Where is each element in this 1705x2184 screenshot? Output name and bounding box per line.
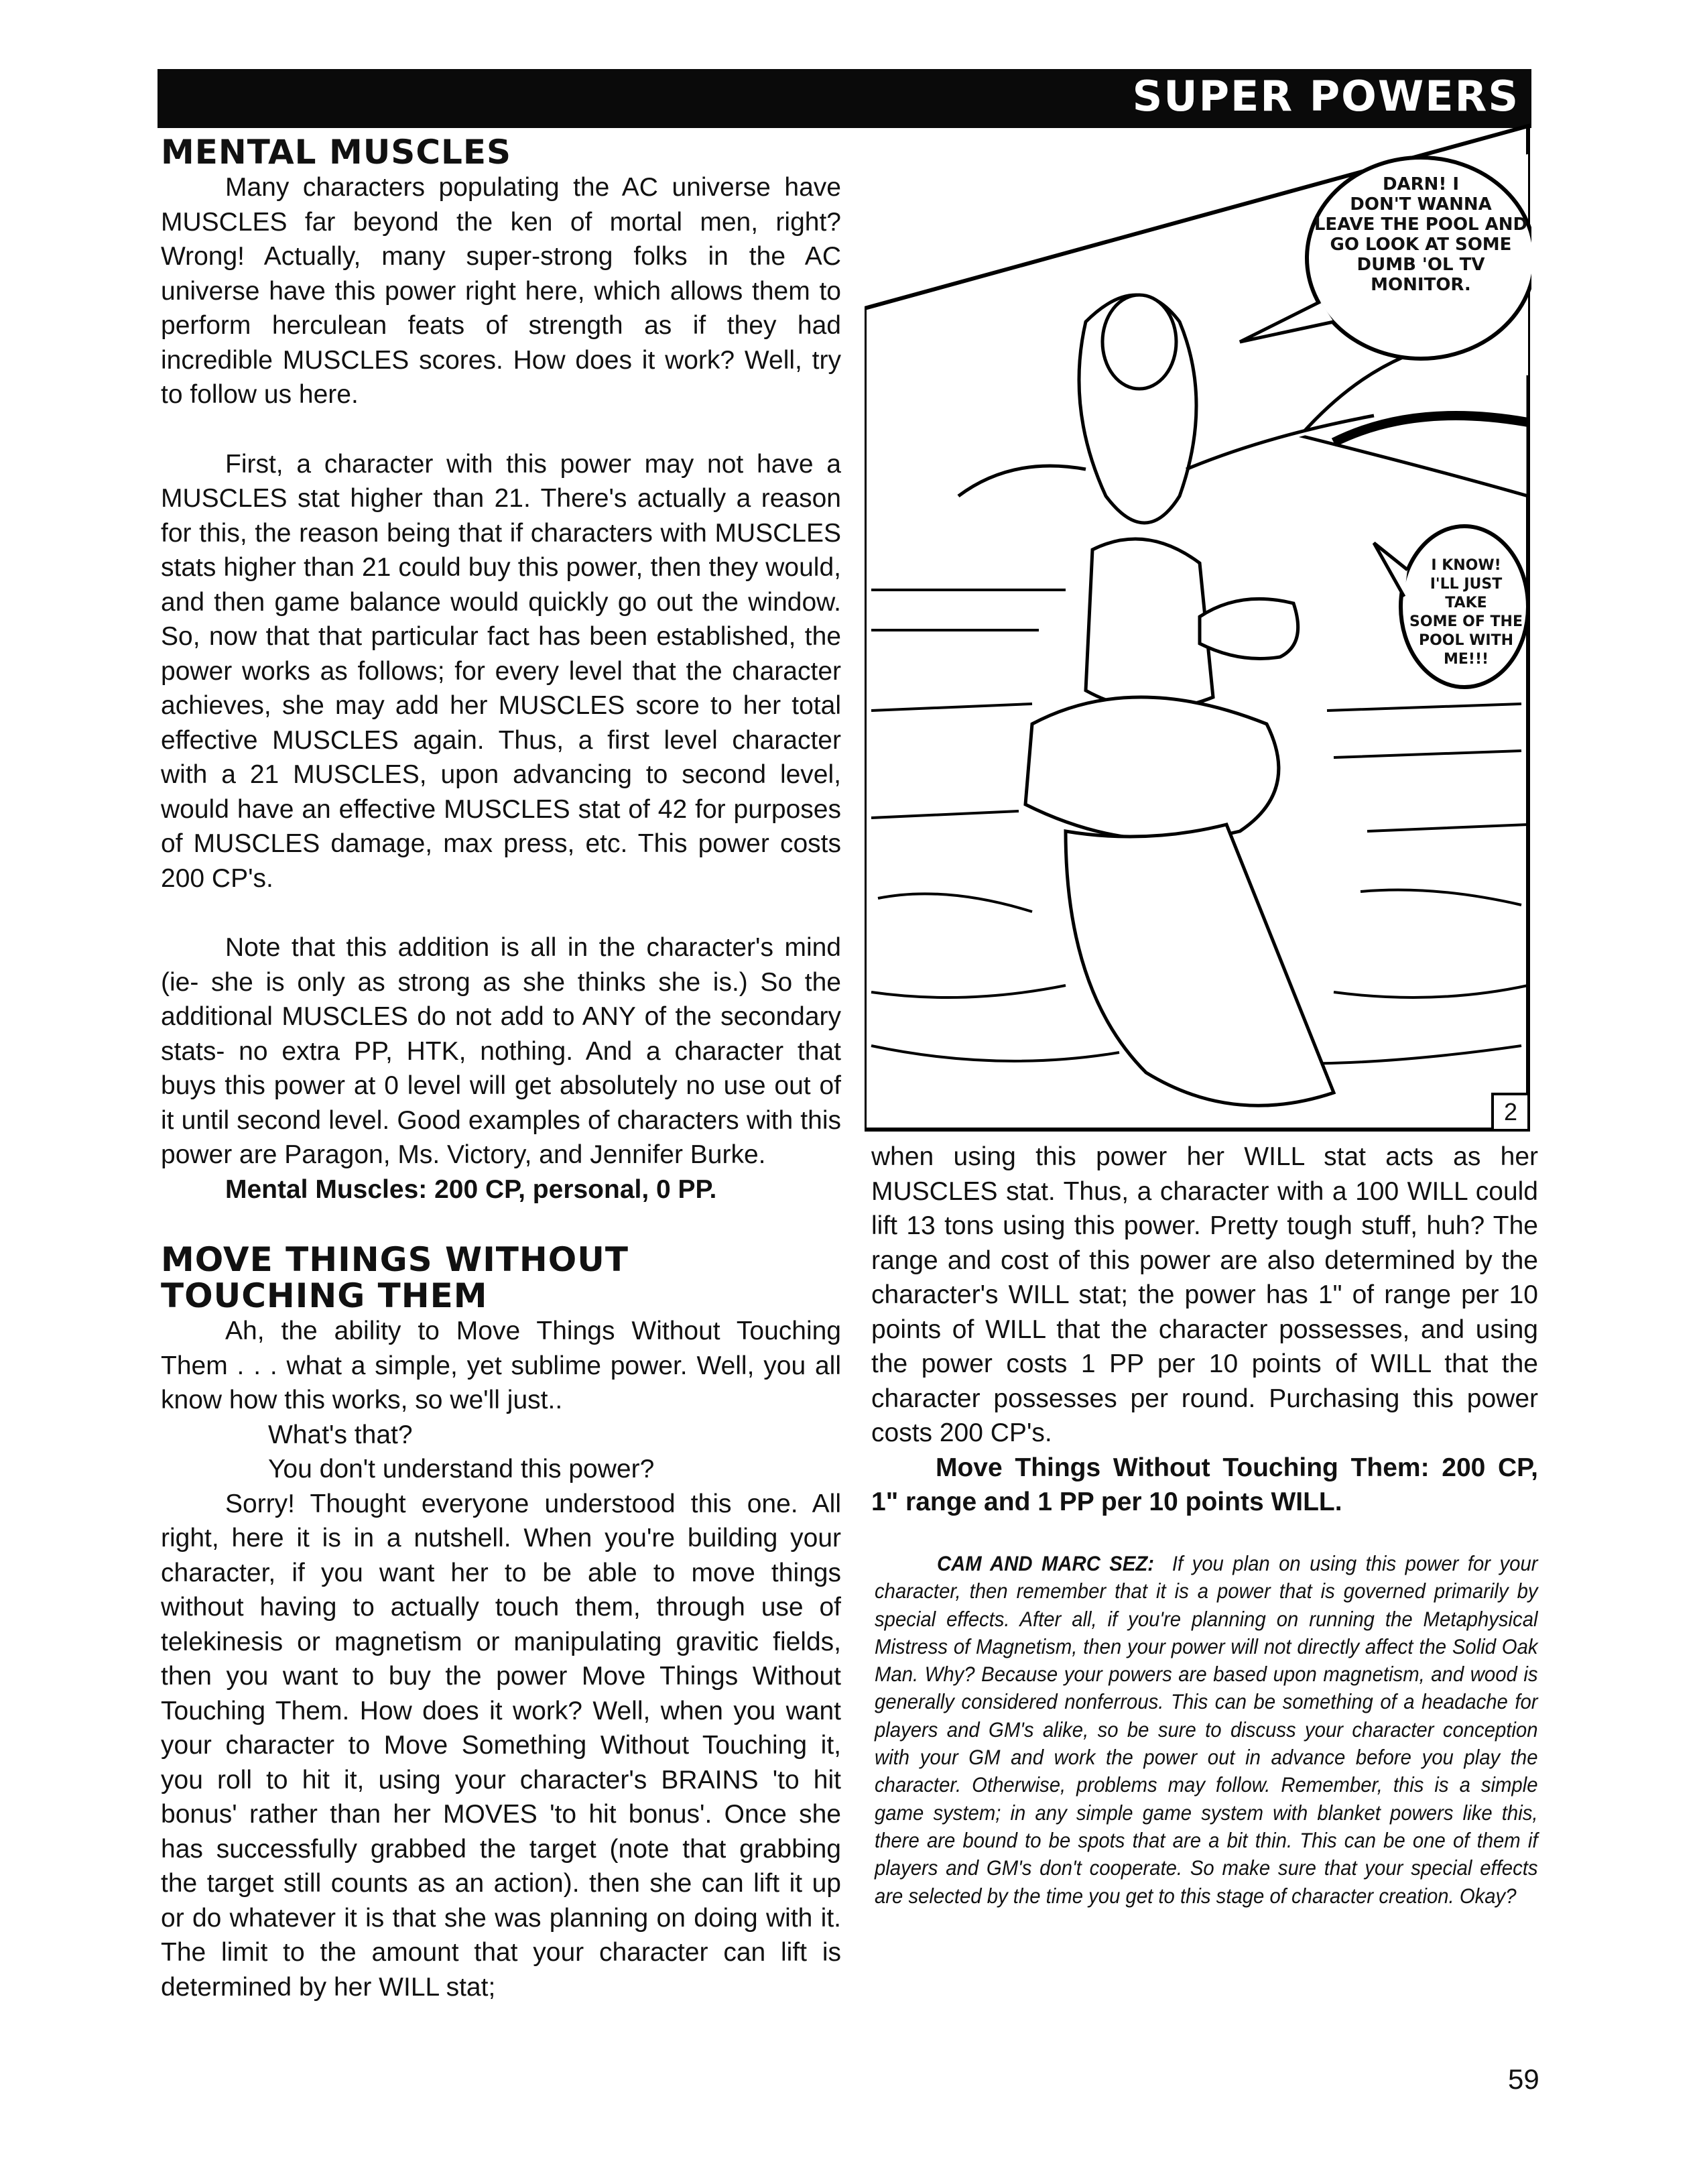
bubble-line: GO LOOK AT SOME (1330, 235, 1512, 255)
paragraph: Many characters populating the AC universe have MUSCLES far beyond the ken of mortal men, right? Wrong! Actually, many super-strong folks in the AC universe have this power right here, which allows them to perform herculean feats of strength as if they had incredible MUSCLES scores. How does it work? Well, try to follow us here. (161, 173, 841, 409)
bubble-line: DUMB 'OL TV (1356, 255, 1485, 275)
speech-bubble-2 (1407, 556, 1525, 669)
paragraph: What's that? (268, 1420, 413, 1449)
heading-move-things: MOVE THINGS WITHOUT TOUCHING THEM (161, 1240, 629, 1315)
section-title: SUPER POWERS (1132, 72, 1519, 121)
paragraph: Note that this addition is all in the character's mind (ie- she is only as strong as she thinks she is.) So the additional MUSCLES do not add to ANY of the secondary stats- no extra PP, HTK, nothing. And a character that buys this power at 0 level will get absolutely no use out of it until second level. Good examples of characters with this power are Paragon, Ms. Victory, and Jennifer Burke. (161, 933, 841, 1169)
paragraph: when using this power her WILL stat acts as her MUSCLES stat. Thus, a character with a 100 WILL could lift 13 tons using this power. Pretty tough stuff, huh? The range and cost of this power are also determined by the character's WILL stat; the power has 1" of range per 10 points of WILL that the character possesses, and using the power costs 1 PP per 10 points of WILL that the character possesses per round. Purchasing this power costs 200 CP's. (871, 1142, 1538, 1447)
note-text: If you plan on using this power for your character, then remember that it is a power that is governed primarily by special effects. After all, if you're planning on running the Metaphysical Mistress of Magnetism, then your power will not directly affect the Solid Oak Man. Why? Because your powers are based upon magnetism, and wood is generally considered nonferrous. This can be something of a headache for players and GM's alike, so be sure to discuss your character conception with your GM and work the power out in advance before you play the character. Otherwise, problems may follow. Remember, this is a simple game system; in any simple game system with blanket powers like this, there are bound to be spots that are a bit thin. This can be one of them if players and GM's don't cooperate. So make sure that your special effects are selected by the time you get to this stage of character creation. Okay? (875, 1551, 1538, 1908)
stat-line-mental-muscles: Mental Muscles: 200 CP, personal, 0 PP. (225, 1174, 717, 1204)
paragraph: Ah, the ability to Move Things Without Touching Them . . . what a simple, yet sublime power. Well, you all know how this works, so we'll just.. (161, 1317, 841, 1414)
cam-and-marc-note (875, 1550, 1538, 1910)
panel-number: 2 (1491, 1093, 1530, 1132)
bubble-line: I KNOW! (1431, 557, 1501, 574)
bubble-line: DON'T WANNA (1350, 194, 1492, 215)
page-number: 59 (1508, 2063, 1539, 2095)
comic-panel (865, 121, 1531, 1133)
paragraph: First, a character with this power may not have a MUSCLES stat higher than 21. There's actually a reason for this, the reason being that if characters with MUSCLES stats higher than 21 could buy this power, then they would, and then game balance would quickly go out the window. So, now that that particular fact has been established, the power works as follows; for every level that the character achieves, she may add her MUSCLES score to her total effective MUSCLES again. Thus, a first level character with a 21 MUSCLES, upon advancing to second level, would have an effective MUSCLES stat of 42 for purposes of MUSCLES damage, max press, etc. This power costs 200 CP's. (161, 449, 841, 893)
speech-bubble-1 (1310, 174, 1531, 295)
section-header-bar (157, 69, 1531, 128)
bubble-line: SOME OF THE (1409, 613, 1523, 630)
note-label: CAM AND MARC SEZ: (937, 1551, 1155, 1575)
paragraph: You don't understand this power? (268, 1455, 655, 1483)
bubble-line: ME!!! (1443, 651, 1489, 668)
heading-mental-muscles: MENTAL MUSCLES (161, 133, 512, 172)
paragraph: Sorry! Thought everyone understood this one. All right, here it is in a nutshell. When you're building your character, if you want her to be able to move things without having to actually touch them, through use of telekinesis or magnetism or manipulating gravitic fields, then you want to buy the power Move Things Without Touching Them. How does it work? Well, when you want your character to Move Something Without Touching it, you roll to hit it, using your character's BRAINS 'to hit bonus' rather than her MOVES 'to hit bonus'. Once she has successfully grabbed the target (note that grabbing the target still counts as an action). then she can lift it up or do whatever it is that she was planning on doing with it. The limit to the amount that your character can lift is determined by her WILL stat; (161, 1489, 841, 2002)
bubble-line: DARN! I (1382, 174, 1460, 194)
left-column (161, 134, 841, 2004)
bubble-line: MONITOR. (1371, 275, 1471, 295)
bubble-line: POOL WITH (1418, 632, 1514, 649)
bubble-line: I'LL JUST TAKE (1430, 576, 1503, 611)
right-column (871, 1140, 1538, 1520)
stat-line-move-things: Move Things Without Touching Them: 200 CP, 1" range and 1 PP per 10 points WILL. (871, 1453, 1538, 1516)
bubble-line: LEAVE THE POOL AND (1314, 215, 1528, 235)
